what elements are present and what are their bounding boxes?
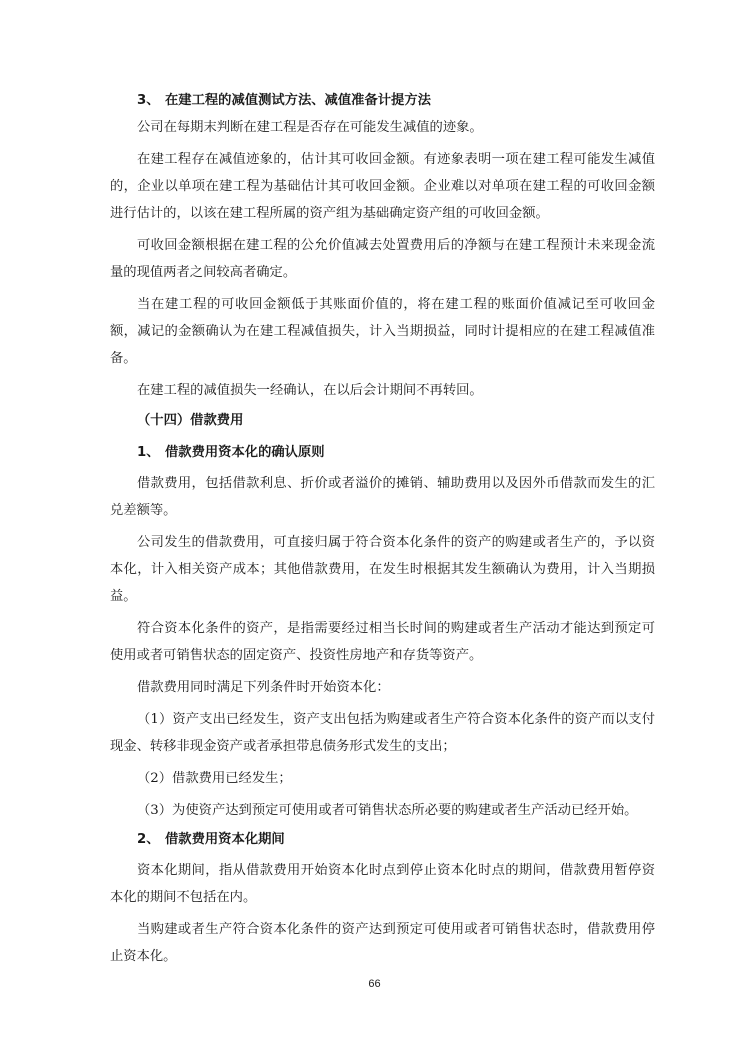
- heading-number: 3、: [137, 93, 160, 108]
- page-number: 66: [368, 978, 381, 990]
- heading-number: 2、: [137, 832, 160, 847]
- paragraph: （3）为使资产达到预定可使用或者可销售状态所必要的购建或者生产活动已经开始。: [137, 803, 638, 818]
- paragraph: 借款费用，包括借款利息、折价或者溢价的摊销、辅助费用以及因外币借款而发生的汇兑差额等。: [110, 476, 655, 518]
- paragraph: 公司发生的借款费用，可直接归属于符合资本化条件的资产的购建或者生产的，予以资本化，计入相关资产成本；其他借款费用，在发生时根据其发生额确认为费用，计入当期损益。: [110, 535, 655, 604]
- paragraph: 可收回金额根据在建工程的公允价值减去处置费用后的净额与在建工程预计未来现金流量的现值两者之间较高者确定。: [110, 238, 655, 280]
- section-heading-borrowing-costs: [110, 410, 655, 432]
- paragraph: 资本化期间，指从借款费用开始资本化时点到停止资本化时点的期间，借款费用暂停资本化的期间不包括在内。: [110, 863, 655, 905]
- document-page: [110, 90, 655, 975]
- section-heading-capitalization-principle: [110, 442, 655, 464]
- paragraph: （1）资产支出已经发生，资产支出包括为购建或者生产符合资本化条件的资产而以支付现金、转移非现金资产或者承担带息债务形式发生的支出；: [110, 712, 655, 754]
- paragraph: 在建工程的减值损失一经确认，在以后会计期间不再转回。: [137, 383, 483, 398]
- heading-text: 借款费用资本化期间: [165, 832, 285, 847]
- paragraph: 当购建或者生产符合资本化条件的资产达到预定可使用或者可销售状态时，借款费用停止资本化。: [110, 922, 655, 964]
- heading-text: 借款费用资本化的确认原则: [165, 445, 325, 460]
- paragraph: 当在建工程的可收回金额低于其账面价值的，将在建工程的账面价值减记至可收回金额，减记的金额确认为在建工程减值损失，计入当期损益，同时计提相应的在建工程减值准备。: [110, 297, 655, 366]
- paragraph: 借款费用同时满足下列条件时开始资本化：: [137, 680, 390, 695]
- heading-text: （十四）借款费用: [137, 413, 244, 428]
- heading-text: 在建工程的减值测试方法、减值准备计提方法: [165, 93, 431, 108]
- section-heading-capitalization-period: [110, 829, 655, 851]
- paragraph: 在建工程存在减值迹象的，估计其可收回金额。有迹象表明一项在建工程可能发生减值的，企业以单项在建工程为基础估计其可收回金额。企业难以对单项在建工程的可收回金额进行估计的，以该在建工程所属的资产组为基础确定资产组的可收回金额。: [110, 152, 655, 221]
- paragraph: 公司在每期末判断在建工程是否存在可能发生减值的迹象。: [137, 120, 483, 135]
- paragraph: （2）借款费用已经发生；: [137, 771, 292, 786]
- section-heading-impairment: [110, 90, 655, 112]
- paragraph: 符合资本化条件的资产，是指需要经过相当长时间的购建或者生产活动才能达到预定可使用或者可销售状态的固定资产、投资性房地产和存货等资产。: [110, 621, 655, 663]
- heading-number: 1、: [137, 445, 160, 460]
